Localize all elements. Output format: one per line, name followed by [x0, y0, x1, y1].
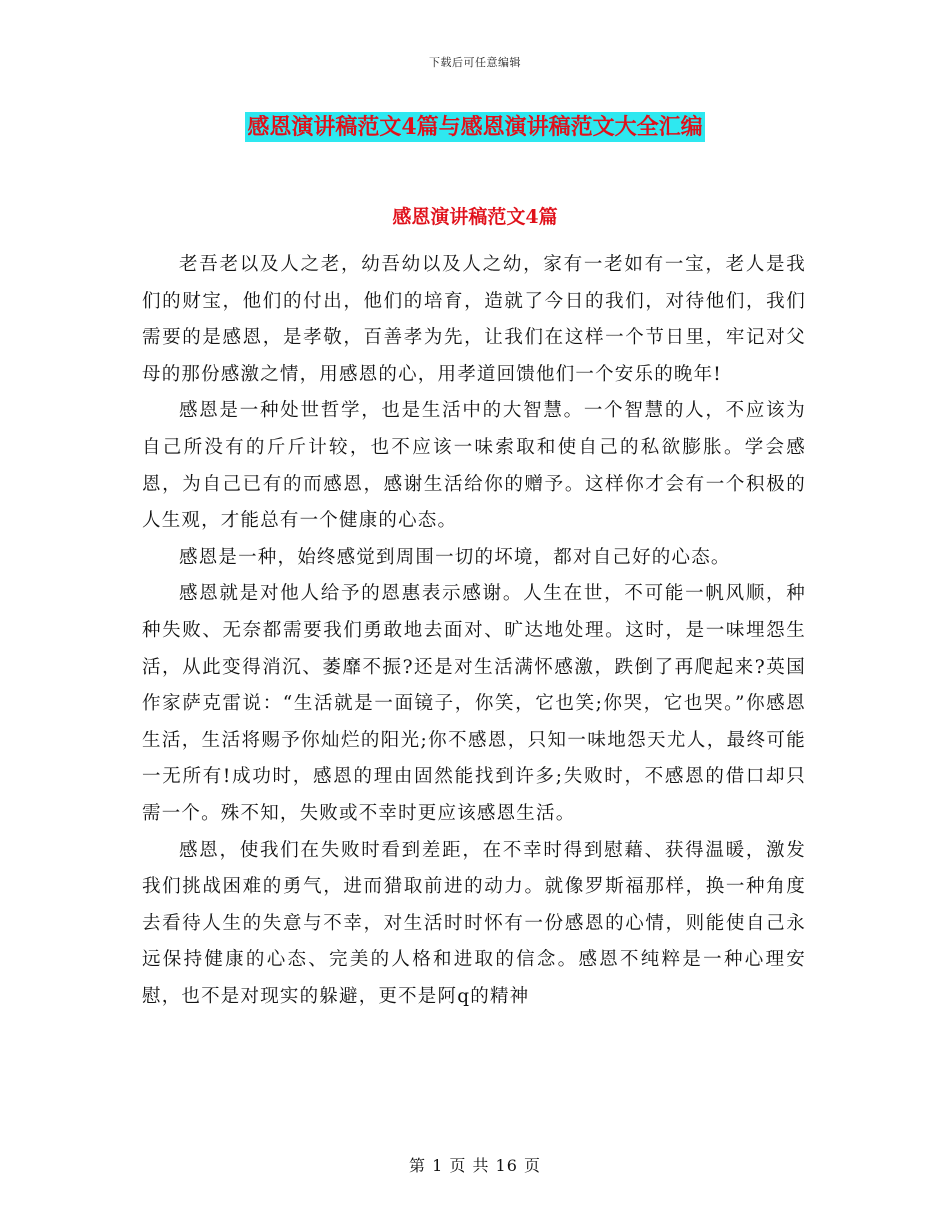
paragraph: 感恩是一种处世哲学，也是生活中的大智慧。一个智慧的人，不应该为自己所没有的斤斤计较，也不应该一味索取和使自己的私欲膨胀。学会感恩，为自己已有的而感恩，感谢生活给你的赠予。这样你才会有一个积极的人生观，才能总有一个健康的心态。: [142, 400, 806, 532]
body-text: [142, 247, 806, 1015]
paragraph: 老吾老以及人之老，幼吾幼以及人之幼，家有一老如有一宝，老人是我们的财宝，他们的付出，他们的培育，造就了今日的我们，对待他们，我们需要的是感恩，是孝敬，百善孝为先，让我们在这样一个节日里，牢记对父母的那份感激之情，用感恩的心，用孝道回馈他们一个安乐的晚年!: [142, 254, 806, 385]
paragraph: 感恩就是对他人给予的恩惠表示感谢。人生在世，不可能一帆风顺，种种失败、无奈都需要我们勇敢地去面对、旷达地处理。这时，是一味埋怨生活，从此变得消沉、萎靡不振?还是对生活满怀感激，跌倒了再爬起来?英国作家萨克雷说：“生活就是一面镜子，你笑，它也笑;你哭，它也哭。”你感恩生活，生活将赐予你灿烂的阳光;你不感恩，只知一味地怨天尤人，最终可能一无所有!成功时，感恩的理由固然能找到许多;失败时，不感恩的借口却只需一个。殊不知，失败或不幸时更应该感恩生活。: [142, 583, 806, 824]
main-title: 感恩演讲稿范文4篇与感恩演讲稿范文大全汇编: [247, 114, 703, 140]
paragraph: 感恩是一种，始终感觉到周围一切的坏境，都对自己好的心态。: [179, 546, 731, 568]
page-footer: 第 1 页 共 16 页: [409, 1156, 541, 1175]
paragraph: 感恩，使我们在失败时看到差距，在不幸时得到慰藉、获得温暖，激发我们挑战困难的勇气，进而猎取前进的动力。就像罗斯福那样，换一种角度去看待人生的失意与不幸，对生活时时怀有一份感恩的心情，则能使自己永远保持健康的心态、完美的人格和进取的信念。感恩不纯粹是一种心理安慰，也不是对现实的躲避，更不是阿q的精神: [142, 839, 806, 1007]
header-note: 下载后可任意编辑: [429, 56, 521, 69]
section-title: 感恩演讲稿范文4篇: [392, 206, 558, 228]
main-title-wrap: [0, 112, 950, 142]
